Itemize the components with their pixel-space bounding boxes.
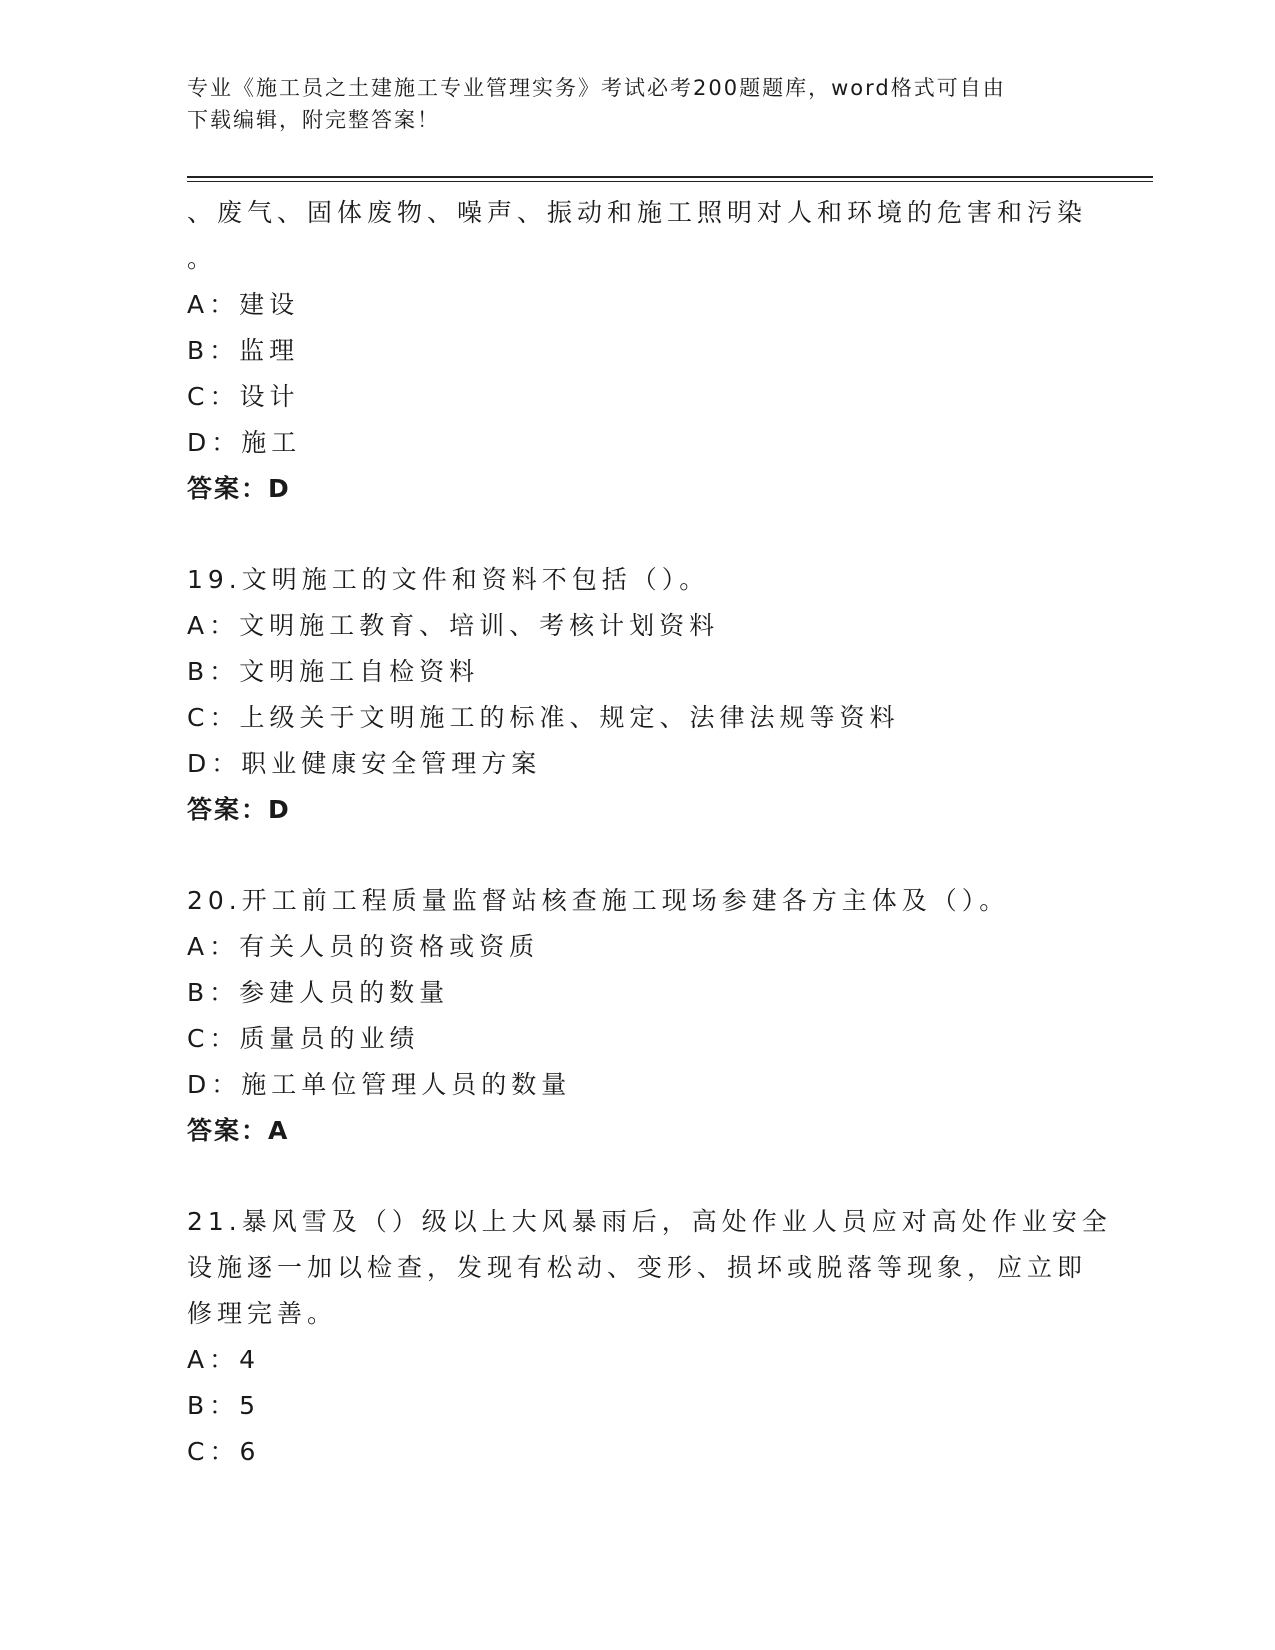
answer: 答案：D xyxy=(187,474,291,503)
question-18-continued xyxy=(187,190,1087,512)
option-c: C：质量员的业绩 xyxy=(187,1024,420,1053)
option-c: C：6 xyxy=(187,1437,261,1466)
option-a: A：文明施工教育、培训、考核计划资料 xyxy=(187,611,720,640)
question-stem-line: 21.暴风雪及（）级以上大风暴雨后，高处作业人员应对高处作业安全 xyxy=(187,1207,1112,1236)
answer: 答案：A xyxy=(187,1116,290,1145)
option-b: B：参建人员的数量 xyxy=(187,978,450,1007)
question-stem-line: 。 xyxy=(187,244,218,273)
document-header xyxy=(187,72,1087,136)
header-line-1: 专业《施工员之土建施工专业管理实务》考试必考200题题库，word格式可自由 xyxy=(187,76,1006,100)
question-20 xyxy=(187,878,1087,1154)
option-a: A：4 xyxy=(187,1345,261,1374)
option-b: B：监理 xyxy=(187,336,300,365)
option-d: D：职业健康安全管理方案 xyxy=(187,749,542,778)
option-c: C：上级关于文明施工的标准、规定、法律法规等资料 xyxy=(187,703,900,732)
option-b: B：文明施工自检资料 xyxy=(187,657,480,686)
question-19 xyxy=(187,557,1087,833)
option-d: D：施工单位管理人员的数量 xyxy=(187,1070,572,1099)
spacer xyxy=(187,833,1087,878)
option-d: D：施工 xyxy=(187,428,302,457)
option-b: B：5 xyxy=(187,1391,261,1420)
header-line-2: 下载编辑，附完整答案！ xyxy=(187,108,440,132)
spacer xyxy=(187,512,1087,557)
option-a: A：建设 xyxy=(187,290,300,319)
header-divider-thin xyxy=(187,181,1153,182)
question-stem-line: 设施逐一加以检查，发现有松动、变形、损坏或脱落等现象，应立即 xyxy=(187,1253,1088,1282)
option-c: C：设计 xyxy=(187,382,300,411)
question-stem-line: 19.文明施工的文件和资料不包括（）。 xyxy=(187,565,710,594)
option-a: A：有关人员的资格或资质 xyxy=(187,932,540,961)
answer: 答案：D xyxy=(187,795,291,824)
question-stem-line: 修理完善。 xyxy=(187,1299,338,1328)
question-list xyxy=(187,190,1112,1475)
question-stem-line: 、废气、固体废物、噪声、振动和施工照明对人和环境的危害和污染 xyxy=(187,198,1088,227)
header-divider-thick xyxy=(187,176,1153,178)
question-stem-line: 20.开工前工程质量监督站核查施工现场参建各方主体及（）。 xyxy=(187,886,1010,915)
spacer xyxy=(187,1154,1087,1199)
question-21 xyxy=(187,1199,1112,1475)
